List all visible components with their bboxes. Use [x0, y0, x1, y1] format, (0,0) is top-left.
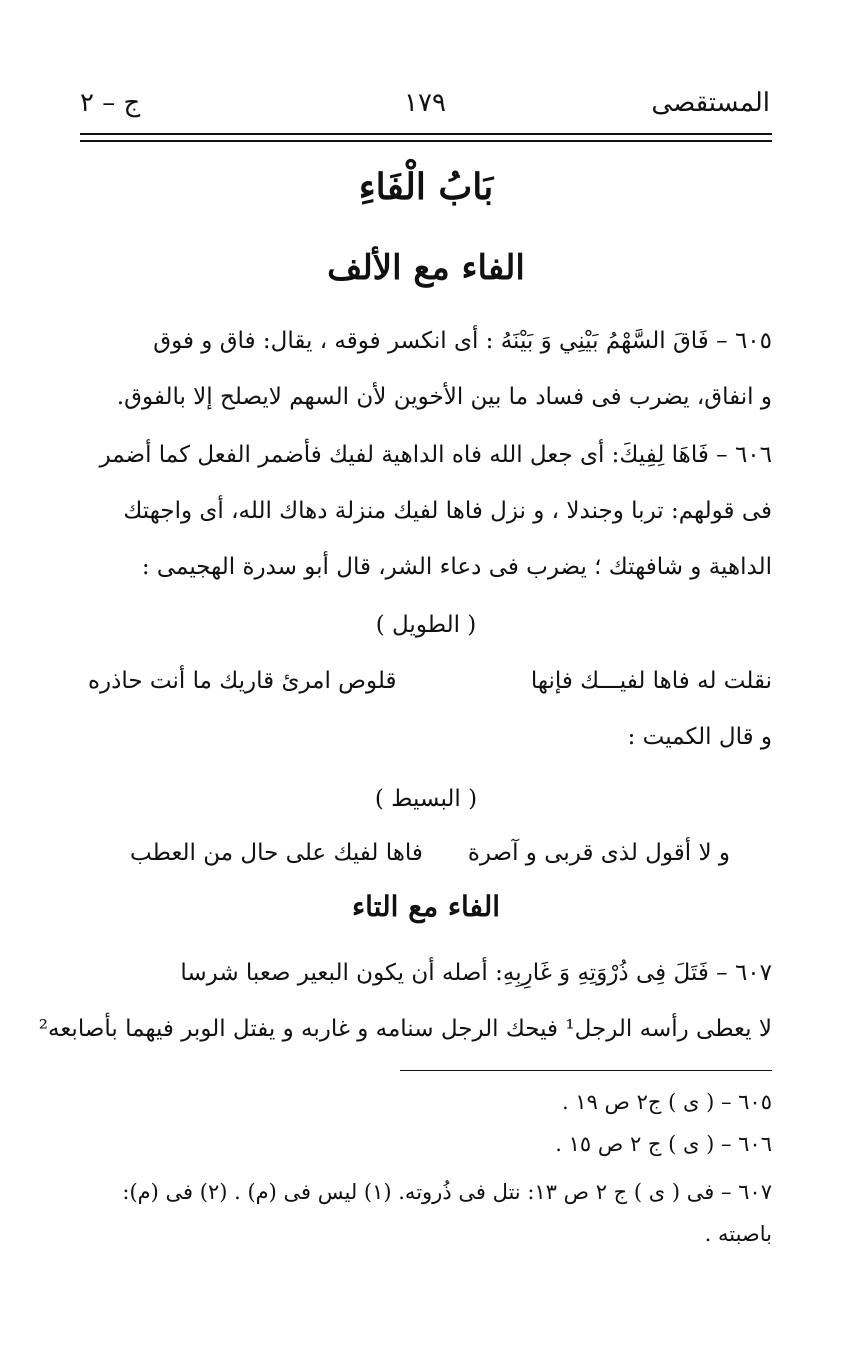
- entry-607-line-1: ٦٠٧ – فَتَلَ فِى ذُرْوَتِهِ وَ غَارِبِهِ: أصله أن يكون البعير صعبا شرسا: [180, 960, 772, 986]
- verse-2-hemistich-2: فاها لفيك على حال من العطب: [130, 840, 423, 866]
- footnote-607: ٦٠٧ – فى ( ى ) ج ٢ ص ١٣: نتل فى ذُروته. (١) ليس فى (م) . (٢) فى (م):: [122, 1180, 772, 1204]
- kumait-intro-text: و قال الكميت :: [627, 724, 772, 750]
- footnote-607-continued: باصبته .: [704, 1222, 772, 1246]
- header-rule-bottom: [80, 140, 772, 142]
- book-title: المستقصى: [651, 88, 770, 118]
- entry-606-line-3: الداهية و شافهتك ؛ يضرب فى دعاء الشر، قال أبو سدرة الهجيمى :: [141, 554, 772, 580]
- meter-label-tawil: ( الطويل ): [375, 612, 477, 638]
- entry-607-line-2: لا يعطى رأسه الرجل¹ فيحك الرجل سنامه و غاربه و يفتل الوبر فيهما بأصابعه²: [38, 1016, 772, 1042]
- verse-1-hemistich-1: نقلت له فاها لفيـــك فإنها: [530, 668, 772, 694]
- verse-1-hemistich-2: قلوص امرئ قاريك ما أنت حاذره: [88, 668, 397, 694]
- entry-605-line-1: ٦٠٥ – فَاقَ السَّهْمُ بَيْنِي وَ بَيْنَهُ : أى انكسر فوقه ، يقال: فاق و فوق: [153, 328, 772, 354]
- chapter-title: بَابُ الْفَاءِ: [358, 166, 494, 208]
- entry-606-line-1: ٦٠٦ – فَاهَا لِفِيكَ: أى جعل الله فاه الداهية لفيك فأضمر الفعل كما أضمر: [99, 442, 772, 468]
- volume-number: ج – ٢: [80, 88, 141, 118]
- running-header: [80, 88, 770, 128]
- verse-2-hemistich-1: و لا أقول لذى قربى و آصرة: [467, 840, 730, 866]
- entry-606-line-2: فى قولهم: تربا وجندلا ، و نزل فاها لفيك منزلة دهاك الله، أى واجهتك: [123, 498, 772, 524]
- header-rule-top: [80, 133, 772, 135]
- footnote-605: ٦٠٥ – ( ى ) ج٢ ص ١٩ .: [561, 1090, 772, 1114]
- page-number: ١٧٩: [404, 88, 446, 118]
- section-title-ta: الفاء مع التاء: [351, 890, 501, 923]
- footnote-606: ٦٠٦ – ( ى ) ج ٢ ص ١٥ .: [555, 1132, 772, 1156]
- section-title-alif: الفاء مع الألف: [327, 248, 525, 288]
- footnote-rule: [400, 1070, 772, 1071]
- entry-605-line-2: و انفاق، يضرب فى فساد ما بين الأخوين لأن السهم لايصلح إلا بالفوق.: [116, 384, 772, 410]
- meter-label-basit: ( البسيط ): [374, 786, 478, 812]
